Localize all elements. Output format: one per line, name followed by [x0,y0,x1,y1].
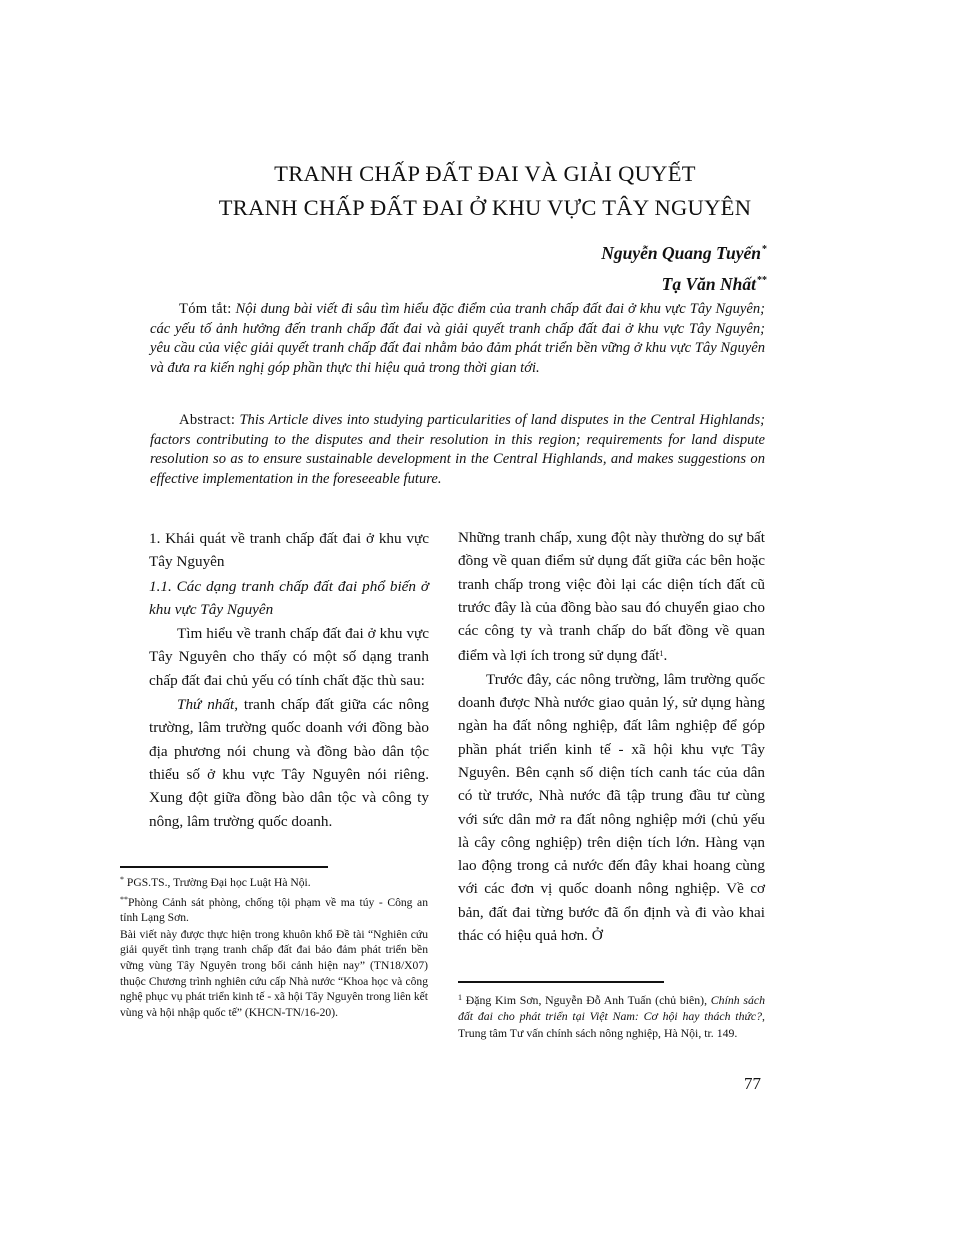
right-paragraph-1-text: Những tranh chấp, xung đột này thường do sự bất đồng về quan điểm sử dụng đất giữa các bên hoặc tranh chấp trong việc đòi lại các diện tích đất cũ trước đây là của đồng bào sau đó chuyển giao cho các công ty và tranh chấp do bất đồng về quan điểm và lợi ích trong sử dụng đất [458,529,765,665]
footnote-1-mark: 1 [458,993,462,1002]
abstract-en-body: This Article dives into studying particularities of land disputes in the Central Highlands; factors contributing to the disputes and their resolution in this region; requirements for land dispute resolution so as to ensure sustainable development in the Central Highlands, and makes suggestions on effective implementation in the foreseeable future. [150,412,765,487]
right-paragraph-1-end: . [663,647,668,665]
right-paragraph-1 [458,526,765,668]
abstract-vn-label: Tóm tắt: [179,301,232,317]
footnote-author-2 [120,892,428,926]
footnote-mark-1: * [120,875,124,884]
abstract-en-label: Abstract: [179,412,236,428]
right-column [458,526,765,947]
author-1 [601,236,767,267]
footnote-1-authors: Đặng Kim Sơn, Nguyễn Đỗ Anh Tuấn (chủ biên), [465,993,708,1007]
right-paragraph-2: Trước đây, các nông trường, lâm trường quốc doanh được Nhà nước giao quản lý, sử dụng hàng ngàn ha đất nông nghiệp, đất lâm nghiệp để góp phần phát triển kinh tế - xã hội khu vực Tây Nguyên. Bên cạnh số diện tích canh tác của dân có từ trước, Nhà nước đã tập trung đầu tư cùng với sức dân mở ra đất nông nghiệp mới (chủ yếu là cây công nghiệp) trên diện tích lớn. Hàng vạn lao động trong cả nước đến đây khai hoang cùng với các đơn vị quốc doanh nông nghiệp. Về cơ bản, đất đai từng bước đã ổn định và đi vào khai thác có hiệu quả hơn. Ở [458,670,765,945]
footnote-divider-left [120,866,328,868]
footnote-author-1-text: PGS.TS., Trường Đại học Luật Hà Nội. [126,876,311,889]
footnote-author-1 [120,872,428,891]
author-list [601,236,767,298]
left-paragraph-1: Tìm hiểu về tranh chấp đất đai ở khu vực Tây Nguyên cho thấy có một số dạng tranh chấp đất đai chủ yếu có tính chất đặc thù sau: [149,625,429,689]
footnote-1 [458,990,765,1041]
left-paragraph-2-body: , tranh chấp đất giữa các nông trường, lâm trường quốc doanh với đồng bào địa phương nói chung và đồng bào dân tộc thiểu số ở khu vực Tây Nguyên nói riêng. Xung đột giữa đồng bào dân tộc và công ty nông, lâm trường quốc doanh. [149,696,429,830]
author-2-name: Tạ Văn Nhất [661,274,756,294]
footnote-divider-right [458,981,664,983]
abstract-vn-body: Nội dung bài viết đi sâu tìm hiểu đặc điểm của tranh chấp đất đai ở khu vực Tây Nguyên; các yếu tố ảnh hưởng đến tranh chấp đất đai và giải quyết tranh chấp đất đai ở khu vực Tây Nguyên; yêu cầu của việc giải quyết tranh chấp đất đai nhằm bảo đảm phát triển bền vững ở khu vực Tây Nguyên và đưa ra kiến nghị góp phần thực thi hiệu quả trong thời gian tới. [150,301,765,376]
author-1-name: Nguyễn Quang Tuyến [601,243,761,263]
author-2-footnote-mark: ** [757,275,767,286]
footnote-1-text [458,990,765,1041]
subsection-heading: 1.1. Các dạng tranh chấp đất đai phổ biến ở khu vực Tây Nguyên [149,577,429,618]
page-number: 77 [744,1074,761,1093]
left-paragraph-2-lead: Thứ nhất [177,696,235,714]
article-title-line-2: TRANH CHẤP ĐẤT ĐAI Ở KHU VỰC TÂY NGUYÊN [218,195,752,220]
left-column [149,527,429,833]
author-1-footnote-mark: * [762,244,767,255]
left-paragraph-2 [149,693,429,833]
article-title-line-1: TRANH CHẤP ĐẤT ĐAI VÀ GIẢI QUYẾT [274,161,696,186]
author-2 [601,267,767,298]
footnotes-left [120,872,428,1021]
abstract-english [150,411,765,489]
footnote-1-book-title: Chính sách đất đai cho phát triển tại Việt Nam: Cơ hội hay thách thức? [458,993,766,1024]
footnote-1-publisher: , Trung tâm Tư vấn chính sách nông nghiệp, Hà Nội, tr. 149. [458,1009,765,1040]
section-heading: 1. Khái quát về tranh chấp đất đai ở khu vực Tây Nguyên [149,530,429,571]
footnote-author-2-text: Phòng Cảnh sát phòng, chống tội phạm về ma túy - Công an tỉnh Lạng Sơn. [120,895,428,925]
abstract-vietnamese [150,300,765,378]
footnote-reference-1[interactable]: 1 [659,649,664,659]
footnote-funding: Bài viết này được thực hiện trong khuôn khổ Đề tài “Nghiên cứu giải quyết tình trạng tranh chấp đất đai bảo đảm phát triển bền vững vùng Tây Nguyên trong bối cảnh hiện nay” (TN18/X07) thuộc Chương trình nghiên cứu cấp Nhà nước “Khoa học và công nghệ phục vụ phát triển kinh tế - xã hội Tây Nguyên trong liên kết vùng và hội nhập quốc tế” (KHCN-TN/16-20). [120,927,428,1019]
footnote-mark-2: ** [120,894,128,904]
